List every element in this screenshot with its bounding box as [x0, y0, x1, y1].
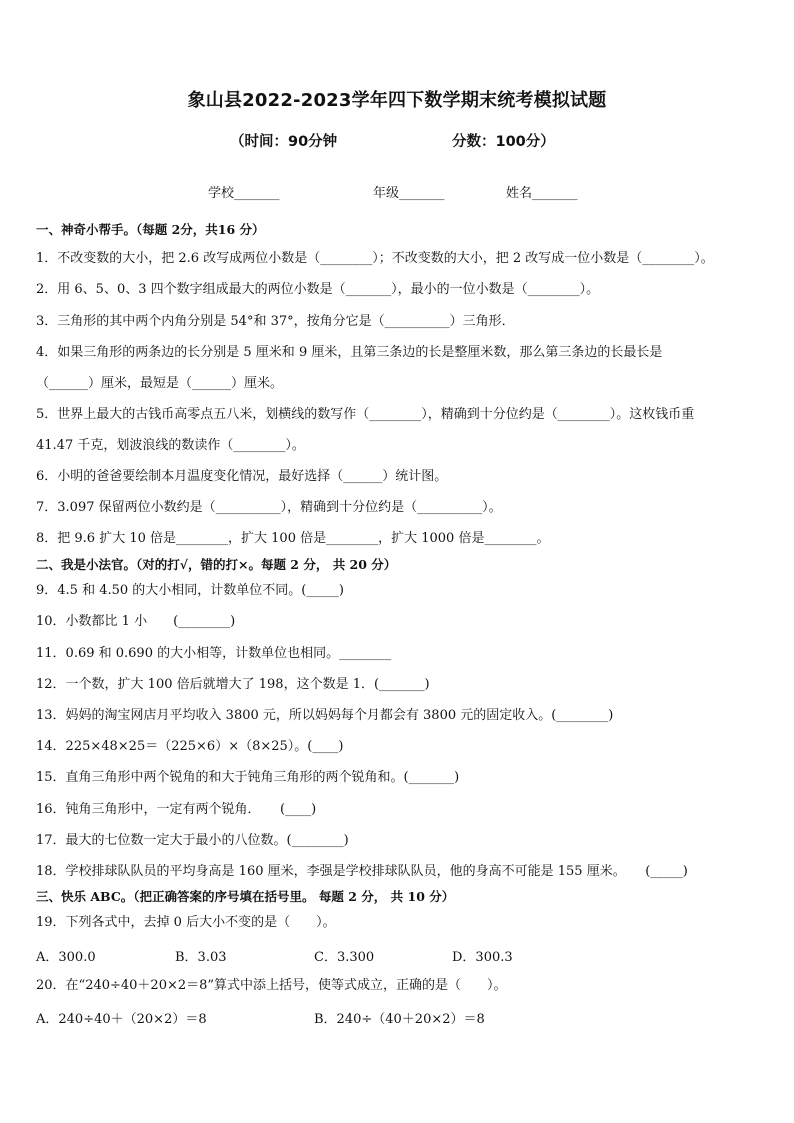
exam-time: （时间：90分钟 [230, 134, 338, 150]
question-16: 16．钝角三角形中，一定有两个锐角． (____) [36, 802, 317, 817]
question-20-option-b: B．240÷（40＋20×2）＝8 [314, 1012, 485, 1027]
question-11: 11．0.69 和 0.690 的大小相等，计数单位也相同。________ [36, 646, 392, 661]
grade-field: 年级_______ [373, 186, 445, 201]
name-field: 姓名_______ [506, 186, 578, 201]
question-3: 3．三角形的其中两个内角分别是 54°和 37°，按角分它是（__________）三角形． [36, 314, 515, 329]
question-12: 12．一个数，扩大 100 倍后就增大了 198，这个数是 1．(_______) [36, 677, 430, 692]
exam-title: 象山县2022-2023学年四下数学期末统考模拟试题 [187, 90, 607, 111]
question-2: 2．用 6、5、0、3 四个数字组成最大的两位小数是（_______），最小的一位小数是（________）。 [36, 282, 600, 297]
question-5-line-2: 41.47 千克，划波浪线的数读作（________）。 [36, 438, 305, 453]
section-2-heading: 二、我是小法官。（对的打√，错的打×。每题 2 分， 共 20 分） [36, 557, 397, 572]
exam-score: 分数：100分） [452, 134, 555, 150]
question-4-line-2: （______）厘米，最短是（______）厘米。 [36, 376, 284, 391]
question-9: 9．4.5 和 4.50 的大小相同，计数单位不同。(_____) [36, 583, 344, 598]
question-19-option-a: A．300.0 [36, 950, 96, 965]
question-19-option-d: D．300.3 [452, 950, 513, 965]
question-4-line-1: 4．如果三角形的两条边的长分别是 5 厘米和 9 厘米，且第三条边的长是整厘米数，那么第三条边的长最长是 [36, 345, 663, 360]
question-19: 19．下列各式中，去掉 0 后大小不变的是（ ）。 [36, 915, 336, 930]
question-13: 13．妈妈的淘宝网店月平均收入 3800 元，所以妈妈每个月都会有 3800 元的固定收入。(________) [36, 708, 614, 723]
question-19-option-c: C．3.300 [314, 950, 375, 965]
question-1: 1．不改变数的大小，把 2.6 改写成两位小数是（________）；不改变数的大小，把 2 改写成一位小数是（________）。 [36, 251, 714, 266]
question-17: 17．最大的七位数一定大于最小的八位数。(________) [36, 833, 349, 848]
question-6: 6．小明的爸爸要绘制本月温度变化情况，最好选择（______）统计图。 [36, 469, 448, 484]
school-field: 学校_______ [208, 186, 280, 201]
question-14: 14．225×48×25＝（225×6）×（8×25）。(____) [36, 739, 344, 754]
question-7: 7．3.097 保留两位小数约是（__________），精确到十分位约是（__________）。 [36, 500, 502, 515]
question-10: 10．小数都比 1 小 (________) [36, 614, 236, 629]
question-8: 8．把 9.6 扩大 10 倍是________，扩大 100 倍是________，扩大 1000 倍是________。 [36, 531, 550, 546]
question-20: 20．在“240÷40＋20×2＝8”算式中添上括号，使等式成立，正确的是（ ）。 [36, 978, 507, 993]
question-20-option-a: A．240÷40＋（20×2）＝8 [36, 1012, 207, 1027]
question-19-option-b: B．3.03 [175, 950, 227, 965]
section-1-heading: 一、神奇小帮手。（每题 2分，共16 分） [36, 222, 265, 237]
question-5-line-1: 5．世界上最大的古钱币高零点五八米，划横线的数写作（________），精确到十分位约是（________）。这枚钱币重 [36, 407, 695, 422]
question-18: 18．学校排球队队员的平均身高是 160 厘米，李强是学校排球队队员，他的身高不可能是 155 厘米。 (_____) [36, 864, 688, 879]
section-3-heading: 三、快乐 ABC。（把正确答案的序号填在括号里。 每题 2 分， 共 10 分） [36, 889, 455, 904]
question-15: 15．直角三角形中两个锐角的和大于钝角三角形的两个锐角和。(_______) [36, 770, 460, 785]
